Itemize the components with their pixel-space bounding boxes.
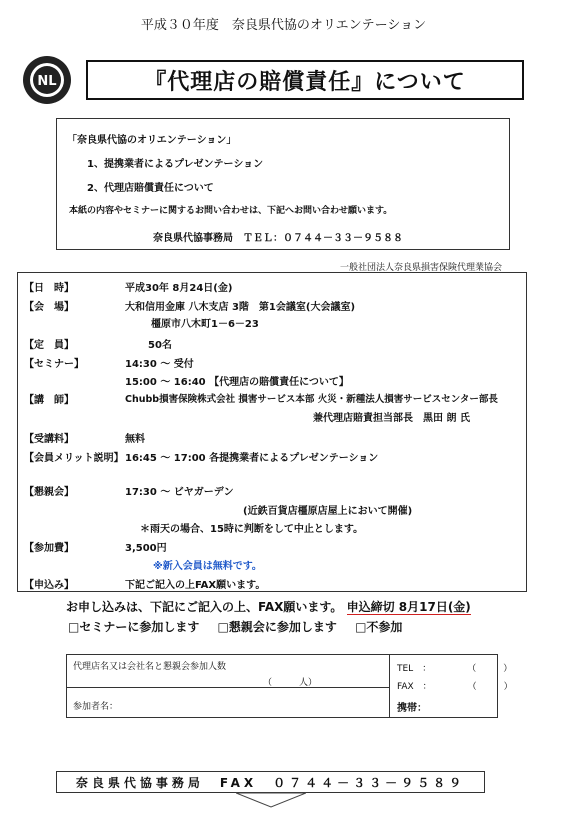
detail-label-seminar: 【セミナー】 [24, 359, 84, 370]
info-line-1: 「奈良県代協のオリエンテーション」 [67, 135, 237, 146]
fax-field[interactable]: FAX ： （ ） [397, 682, 513, 692]
fax-footer-box [56, 771, 485, 793]
info-line-4: 本紙の内容やセミナーに関するお問い合わせは、下記へお問い合わせ願います。 [69, 206, 393, 216]
info-line-3: 2、代理店賠償責任について [87, 183, 214, 194]
checkbox-not-attending[interactable]: □不参加 [355, 620, 403, 634]
info-box [56, 118, 510, 250]
detail-value-new-member-note: ※新入会員は無料です。 [153, 561, 262, 572]
form-divider-vertical [389, 655, 390, 717]
detail-label-participation-fee: 【参加費】 [24, 543, 74, 554]
participants-field[interactable]: 参加者名： [73, 702, 119, 712]
mobile-field[interactable]: 携帯： [397, 703, 427, 714]
main-title: 『代理店の賠償責任』について [144, 68, 466, 95]
event-details-box [17, 272, 527, 592]
detail-value-application: 下記ご記入の上FAX願います。 [125, 580, 266, 591]
organization-name: 一般社団法人奈良県損害保険代理業協会 [340, 263, 503, 273]
info-line-5: 奈良県代協事務局 ＴＥＬ：０７４４－３３－９５８８ [153, 233, 403, 244]
logo-text: NL [37, 74, 57, 89]
application-form [66, 654, 513, 718]
detail-value-participation-fee: 3,500円 [125, 543, 167, 554]
detail-value-member-benefit: 16:45 ～ 17:00 各提携業者によるプレゼンテーション [125, 453, 379, 464]
detail-label-party: 【懇親会】 [24, 487, 74, 498]
down-arrow-icon [236, 792, 306, 808]
attendance-checkboxes [68, 618, 402, 635]
detail-value-party-place: (近鉄百貨店橿原店屋上において開催) [243, 506, 413, 517]
detail-value-lecturer-company: Chubb損害保険株式会社 損害サービス本部 火災・新種法人損害サービスセンター部長 [125, 394, 498, 405]
detail-value-fee: 無料 [125, 434, 145, 445]
detail-label-fee: 【受講料】 [24, 434, 74, 445]
info-line-2: 1、提携業者によるプレゼンテーション [87, 159, 264, 170]
detail-value-address: 橿原市八木町1－6－23 [151, 319, 259, 330]
detail-value-seminar-reception: 14:30 ～ 受付 [125, 359, 194, 370]
detail-value-lecturer-name: 兼代理店賠責担当部長 黒田 朗 氏 [313, 413, 470, 424]
fax-footer-text: 奈良県代協事務局 FAX ０７４４－３３－９５８９ [75, 775, 466, 790]
agency-name-label: 代理店名又は会社名と懇親会参加人数 [73, 662, 227, 672]
detail-label-application: 【申込み】 [24, 580, 74, 591]
detail-label-date: 【日 時】 [24, 283, 74, 294]
checkbox-seminar[interactable]: □セミナーに参加します [68, 620, 200, 634]
main-title-box [86, 60, 524, 100]
detail-value-seminar-time: 15:00 ～ 16:40 【代理店の賠償責任について】 [125, 377, 349, 388]
detail-label-member-benefit: 【会員メリット説明】 [24, 453, 124, 464]
top-title: 平成３０年度 奈良県代協のオリエンテーション [140, 18, 427, 33]
detail-value-party-rain-note: ＊雨天の場合、15時に判断をして中止とします。 [140, 524, 364, 535]
detail-label-lecturer: 【講 師】 [24, 395, 74, 406]
apply-text: お申し込みは、下記にご記入の上、FAX願います。 [66, 600, 343, 614]
checkbox-party[interactable]: □懇親会に参加します [217, 620, 337, 634]
form-divider-horizontal [67, 687, 389, 688]
detail-value-party-time: 17:30 ～ ビヤガーデン [125, 487, 234, 498]
detail-label-venue: 【会 場】 [24, 302, 74, 313]
detail-value-venue: 大和信用金庫 八木支店 3階 第1会議室(大会議室) [125, 302, 356, 313]
apply-instructions [66, 598, 471, 615]
apply-deadline: 申込締切 8月17日(金) [346, 600, 471, 614]
party-count-field[interactable]: （ 人） [263, 678, 318, 688]
logo-emblem [22, 55, 72, 105]
detail-label-capacity: 【定 員】 [24, 340, 74, 351]
detail-value-capacity: 50名 [148, 340, 172, 351]
detail-value-date: 平成30年 8月24日(金) [125, 283, 233, 294]
tel-field[interactable]: TEL ： （ ） [397, 664, 513, 674]
